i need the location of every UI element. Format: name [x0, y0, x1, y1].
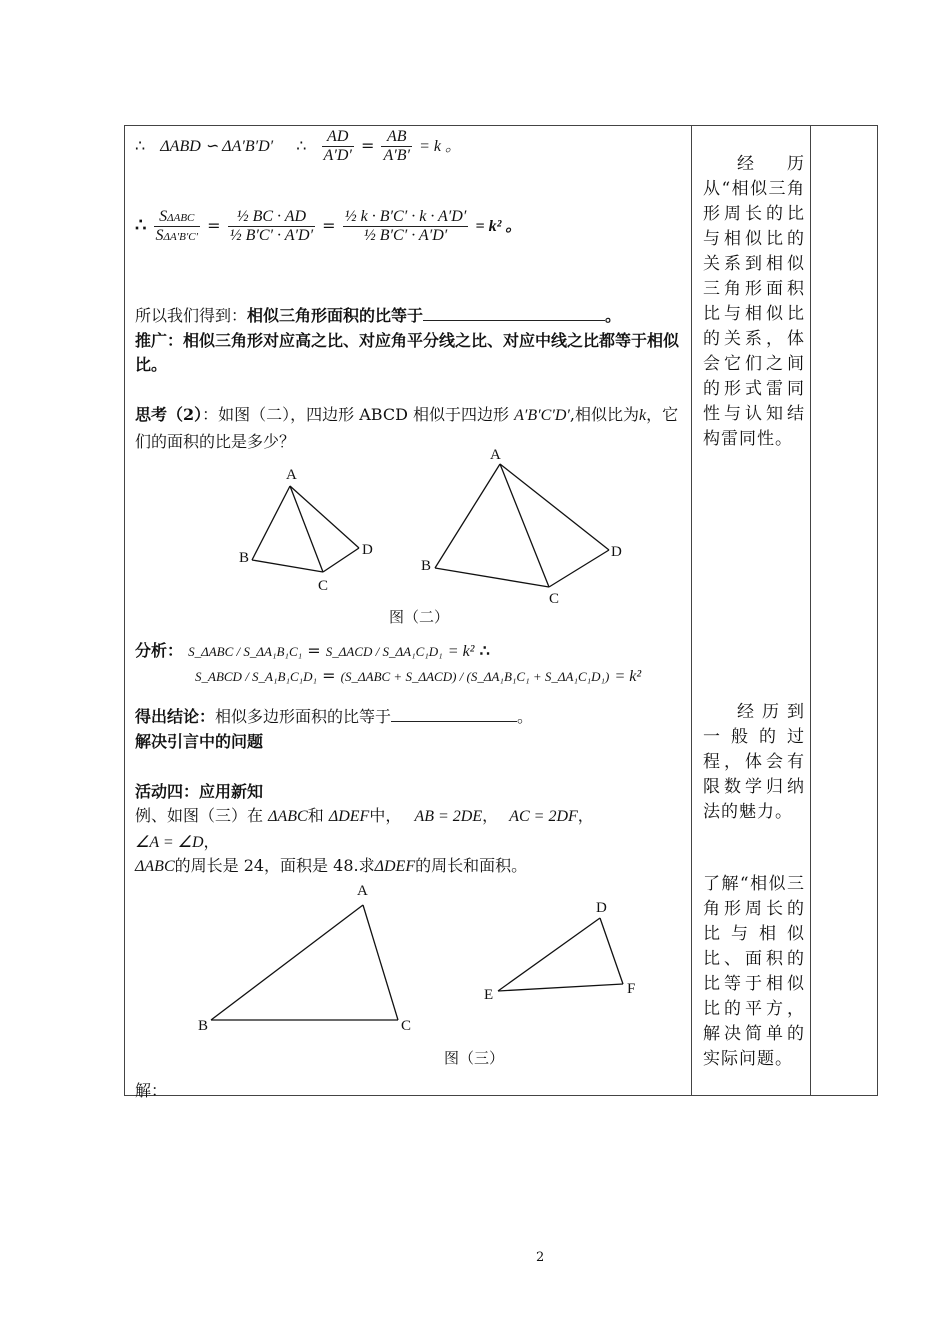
- example-line-three: [135, 853, 527, 876]
- numerator: AB: [381, 128, 412, 147]
- analysis-label: 分析：: [135, 641, 184, 660]
- ratio-fraction: S_ΔABC / S_ΔA₁B₁C₁: [188, 644, 303, 659]
- comma: ，: [203, 832, 220, 851]
- equals: =: [360, 136, 375, 155]
- therefore-symbol: ∴: [479, 641, 490, 660]
- answer-blank: [391, 706, 517, 722]
- k-symbol: k: [638, 407, 647, 424]
- numerator: ½ k · B′C′ · k · A′D′: [344, 208, 467, 225]
- similar-statement: ΔABD ∽ ΔA′B′D′: [160, 138, 274, 155]
- think-text: ,相似比为: [569, 405, 639, 424]
- subscript: ΔABC: [167, 212, 195, 224]
- denominator: ½ B′C′ · A′D′: [363, 227, 448, 244]
- s-symbol: S: [159, 208, 168, 225]
- think-text: ：如图（二），四边形 ABCD 相似于四边形: [202, 405, 509, 424]
- activity-four-heading: 活动四：应用新知: [135, 782, 264, 801]
- area-ratio-equation: ∴ $\frac{\text{SΔABC}}{\text{SΔA′B′C′}}$ = $\frac{\text{½ BC · AD}}{\text{½ B′C′ · A′D′}}$ = $\frac{\text{½ k · B′C′ · k · A′D′}}{\text{½ B′C′ · A′D′}}$ = k² 。: [135, 208, 522, 244]
- column-divider: [691, 126, 692, 1095]
- vertex-label: C: [318, 578, 329, 594]
- quad-name: A′B′C′D′: [514, 407, 570, 424]
- solution-label: 解：: [135, 1081, 168, 1100]
- triangle-abc: ΔABC: [268, 808, 308, 825]
- ratio-fraction: (S_ΔABC + S_ΔACD) / (S_ΔA₁B₁C₁ + S_ΔA₁C₁D₁): [340, 669, 610, 684]
- column-divider: [810, 126, 811, 1095]
- side-note-process: 经历从“相似三角形周长的比与相似比的关系到相似三角形面积比与相似比的关系，体会它们之间的形式雷同性与认知结构雷同性。: [703, 154, 805, 449]
- conclusion-text: 相似多边形面积的比等于: [215, 707, 392, 726]
- k-squared: = k²: [614, 668, 642, 685]
- extension-paragraph: 推广：相似三角形对应高之比、对应角平分线之比、对应中线之比都等于相似比。: [135, 331, 680, 374]
- example-text: 的周长和面积。: [415, 856, 528, 875]
- think-label: 思考（2）: [135, 405, 203, 424]
- conclusion-label: 得出结论：: [135, 707, 216, 726]
- example-text: 中，: [369, 806, 402, 825]
- side-note-application: 了解“相似三角形周长的比与相似比、面积的比等于相似比的平方，解决简单的实际问题。: [703, 874, 805, 1069]
- denominator: ½ B′C′ · A′D′: [229, 227, 314, 244]
- condition-angle: ∠A = ∠D: [135, 834, 204, 851]
- condition-ac: AC = 2DF: [509, 808, 578, 825]
- example-text: 的周长是 24，面积是 48.求: [174, 856, 375, 875]
- fraction-ad: [322, 128, 354, 165]
- example-text: 和: [307, 806, 324, 825]
- analysis-equation: 分析： S_ΔABC / S_ΔA₁B₁C₁ = S_ΔACD / S_ΔA₁C₁D₁ = k² ∴: [135, 641, 490, 660]
- ratio-fraction: S_ΔACD / S_ΔA₁C₁D₁: [325, 644, 443, 659]
- figure-two: [135, 436, 691, 626]
- solve-intro-heading: 解决引言中的问题: [135, 732, 264, 751]
- therefore-symbol: ∴: [135, 136, 146, 155]
- answer-blank: [423, 305, 605, 321]
- triangle-abc: ΔABC: [135, 858, 175, 875]
- period: 。: [605, 306, 622, 325]
- vertex-label: B: [421, 558, 432, 574]
- figure-caption: 图（二）: [389, 610, 450, 626]
- conclusion-prefix: 所以我们得到：: [135, 306, 248, 325]
- condition-ab: AB = 2DE: [414, 808, 483, 825]
- k-squared: = k²: [447, 643, 475, 660]
- vertex-label: B: [198, 1018, 209, 1034]
- vertex-label: D: [611, 544, 622, 560]
- area-fraction-right: [343, 208, 469, 245]
- vertex-label: A: [490, 447, 501, 463]
- equation-tail: = k² 。: [475, 218, 522, 235]
- triangle-def: ΔDEF: [374, 858, 416, 875]
- lesson-table: [124, 125, 878, 1100]
- ratio-fraction: S_ABCD / S_A₁B₁C₁D₁: [195, 669, 318, 684]
- triangle-def: ΔDEF: [328, 808, 370, 825]
- vertex-label: A: [286, 467, 297, 483]
- vertex-label: B: [239, 550, 250, 566]
- therefore-symbol: ∴: [296, 136, 307, 155]
- equation-tail: = k 。: [419, 138, 462, 155]
- therefore-symbol: ∴: [135, 215, 147, 236]
- area-fraction: [154, 208, 200, 245]
- example-line-one: [135, 803, 594, 826]
- vertex-label: E: [484, 987, 494, 1003]
- figure-three: [135, 878, 691, 1070]
- denominator: A′B′: [383, 147, 411, 164]
- vertex-label: D: [596, 900, 607, 916]
- area-fraction-middle: [228, 208, 315, 245]
- conclusion-line: [135, 303, 621, 326]
- figure-caption: 图（三）: [444, 1051, 505, 1067]
- vertex-label: C: [549, 591, 560, 607]
- vertex-label: A: [357, 883, 368, 899]
- denominator: A′D′: [323, 147, 352, 164]
- subscript: ΔA′B′C′: [163, 231, 198, 243]
- vertex-label: D: [362, 542, 373, 558]
- conclusion-bold: 相似三角形面积的比等于: [247, 306, 424, 325]
- side-note-induction: 经历到一般的过程，体会有限数学归纳法的魅力。: [703, 702, 805, 822]
- page-number: 2: [536, 1250, 545, 1265]
- comma: ，: [482, 806, 499, 825]
- example-line-two: [135, 829, 220, 852]
- analysis-equation-cont: S_ABCD / S_A₁B₁C₁D₁ = (S_ΔABC + S_ΔACD) / (S_ΔA₁B₁C₁ + S_ΔA₁C₁D₁) = k²: [195, 666, 642, 685]
- conclusion-two: [135, 704, 533, 727]
- numerator: ½ BC · AD: [228, 208, 315, 227]
- period: 。: [517, 707, 534, 726]
- think-text: ，它们的面积的比是多少？: [135, 405, 679, 451]
- example-text: 例、如图（三）在: [135, 806, 264, 825]
- vertex-label: F: [627, 981, 636, 997]
- fraction-ab: [381, 128, 412, 165]
- similarity-equation: [135, 128, 461, 165]
- s-symbol: S: [155, 227, 164, 244]
- vertex-label: C: [401, 1018, 412, 1034]
- numerator: AD: [322, 128, 354, 147]
- comma: ，: [577, 806, 594, 825]
